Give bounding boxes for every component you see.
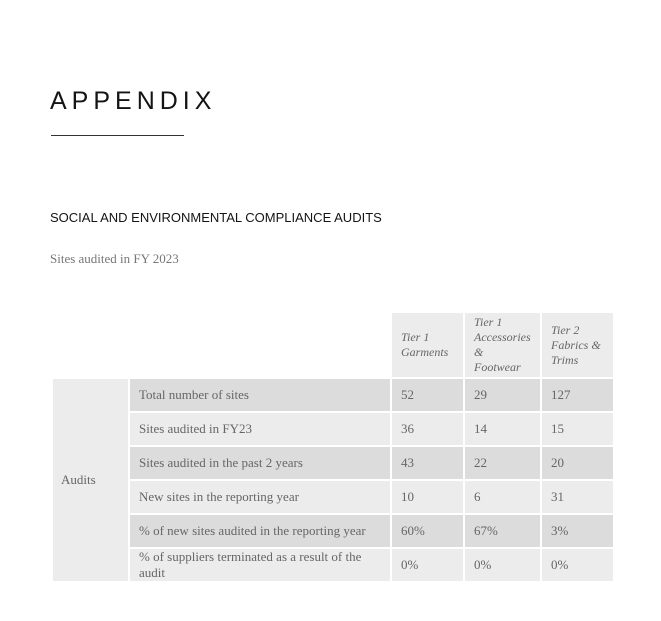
column-header-line: Tier 1 xyxy=(401,330,430,344)
table-cell: 0% xyxy=(542,549,613,581)
table-cell: 52 xyxy=(392,379,463,411)
column-header-line: Tier 1 xyxy=(474,315,503,329)
row-label: Sites audited in FY23 xyxy=(130,413,390,445)
table-cell: 43 xyxy=(392,447,463,479)
column-header-tier2-fabrics xyxy=(542,313,613,377)
audit-table xyxy=(51,311,615,583)
table-row xyxy=(53,481,613,513)
column-header-tier1-garments xyxy=(392,313,463,377)
table-row xyxy=(53,447,613,479)
table-cell: 0% xyxy=(392,549,463,581)
row-label: Total number of sites xyxy=(130,379,390,411)
table-cell: 14 xyxy=(465,413,540,445)
table-cell: 15 xyxy=(542,413,613,445)
column-header-line: Tier 2 xyxy=(551,322,580,337)
table-cell: 60% xyxy=(392,515,463,547)
row-group-label: Audits xyxy=(53,379,128,581)
header-blank-cell xyxy=(53,313,390,377)
column-header-line: & Footwear xyxy=(474,345,521,374)
title-underline xyxy=(51,135,184,136)
table-row xyxy=(53,515,613,547)
section-subheading: Sites audited in FY 2023 xyxy=(50,251,179,266)
table-cell: 67% xyxy=(465,515,540,547)
table-row xyxy=(53,413,613,445)
table-cell: 29 xyxy=(465,379,540,411)
row-label: % of new sites audited in the reporting year xyxy=(130,515,390,547)
table-cell: 36 xyxy=(392,413,463,445)
column-header-line: Garments xyxy=(401,345,449,359)
column-header-line: Fabrics & xyxy=(551,337,601,352)
table-cell: 10 xyxy=(392,481,463,513)
table-row xyxy=(53,549,613,581)
column-header-line: Trims xyxy=(551,352,579,367)
table-cell: 0% xyxy=(465,549,540,581)
section-heading: SOCIAL AND ENVIRONMENTAL COMPLIANCE AUDITS xyxy=(50,210,382,225)
column-header-tier1-accessories xyxy=(465,313,540,377)
table-cell: 20 xyxy=(542,447,613,479)
table-row xyxy=(53,379,613,411)
table-cell: 6 xyxy=(465,481,540,513)
table-header-row xyxy=(53,313,613,377)
column-header-line: Accessories xyxy=(474,330,531,344)
row-label: New sites in the reporting year xyxy=(130,481,390,513)
page-title: APPENDIX xyxy=(50,87,217,115)
row-label: Sites audited in the past 2 years xyxy=(130,447,390,479)
table-cell: 127 xyxy=(542,379,613,411)
table-cell: 22 xyxy=(465,447,540,479)
table-cell: 31 xyxy=(542,481,613,513)
row-label: % of suppliers terminated as a result of the audit xyxy=(130,549,390,581)
table-cell: 3% xyxy=(542,515,613,547)
